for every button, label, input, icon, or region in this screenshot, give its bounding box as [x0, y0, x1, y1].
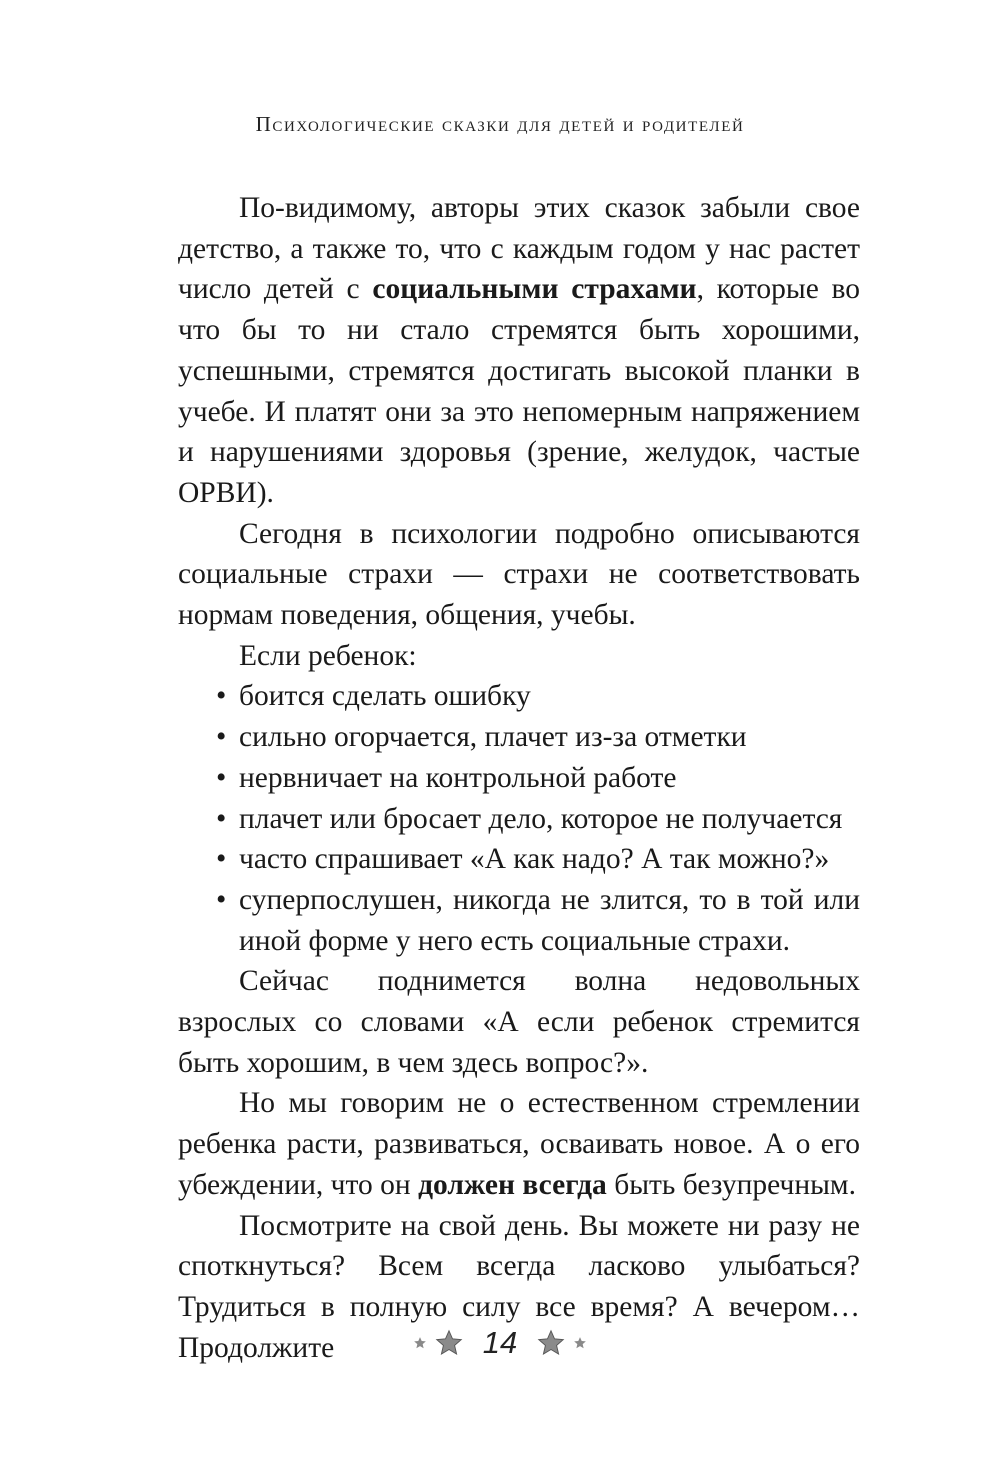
running-title: Психологические сказки для детей и родителей — [255, 112, 745, 136]
list-item — [178, 676, 860, 717]
bullet-icon: • — [216, 802, 227, 835]
page-footer — [0, 1318, 1000, 1368]
bullet-list — [178, 676, 860, 961]
paragraph-6: Посмотрите на свой день. Вы можете ни разу не споткнуться? Всем всегда ласково улыбаться? Трудиться в полную силу все время? А вечером… Продолжите — [178, 1209, 860, 1364]
list-item — [178, 758, 860, 799]
list-item — [178, 717, 860, 758]
list-item-text: нервничает на контрольной работе — [239, 761, 677, 794]
list-item — [178, 880, 860, 961]
star-icon — [435, 1329, 463, 1357]
paragraph-5-text-a: Но мы говорим не о естественном стремлении ребенка расти, развиваться, осваивать новое. А о его убеждении, что он — [178, 1087, 860, 1201]
bullet-icon: • — [216, 761, 227, 794]
paragraph-1 — [178, 188, 860, 514]
small-star-icon — [413, 1336, 427, 1350]
paragraph-2: Сегодня в психологии подробно описываются социальные страхи — страхи не соответствовать нормам поведения, общения, учебы. — [178, 517, 860, 632]
paragraph-1-text-a: По-видимому, авторы этих сказок забыли свое детство, а также то, что с каждым годом у нас растет число детей с — [178, 192, 860, 306]
list-item — [178, 799, 860, 840]
paragraph-5 — [178, 1083, 860, 1205]
list-item-text: плачет или бросает дело, которое не получается — [239, 802, 843, 835]
paragraph-3: Если ребенок: — [239, 639, 417, 672]
list-item-text: сильно огорчается, плачет из-за отметки — [239, 721, 747, 754]
bullet-icon: • — [216, 680, 227, 713]
paragraph-5-text-b: быть безупречным. — [606, 1168, 856, 1201]
bullet-icon: • — [216, 883, 227, 916]
page-number: 14 — [482, 1325, 518, 1360]
page-body — [178, 188, 860, 1368]
list-item-text: часто спрашивает «А как надо? А так можно?» — [239, 843, 830, 876]
paragraph-1-text-b: , которые во что бы то ни стало стремятся быть хорошими, успешными, стремятся достигать высокой планки в учебе. И платят они за это непомерным напряжением и нарушениями здоровья (зрение, желудок, частые ОРВИ). — [178, 273, 861, 509]
list-item — [178, 839, 860, 880]
paragraph-1-bold: социальными страхами — [372, 273, 697, 306]
paragraph-4: Сейчас поднимется волна недовольных взрослых со словами «А если ребенок стремится быть хорошим, в чем здесь вопрос?». — [178, 965, 860, 1079]
list-item-text: боится сделать ошибку — [239, 680, 531, 713]
bullet-icon: • — [216, 843, 227, 876]
small-star-icon — [573, 1336, 587, 1350]
list-item-text: суперпослушен, никогда не злится, то в той или иной форме у него есть социальные страхи. — [239, 883, 860, 957]
star-icon — [537, 1329, 565, 1357]
paragraph-5-bold: должен всегда — [418, 1168, 607, 1201]
bullet-icon: • — [216, 721, 227, 754]
